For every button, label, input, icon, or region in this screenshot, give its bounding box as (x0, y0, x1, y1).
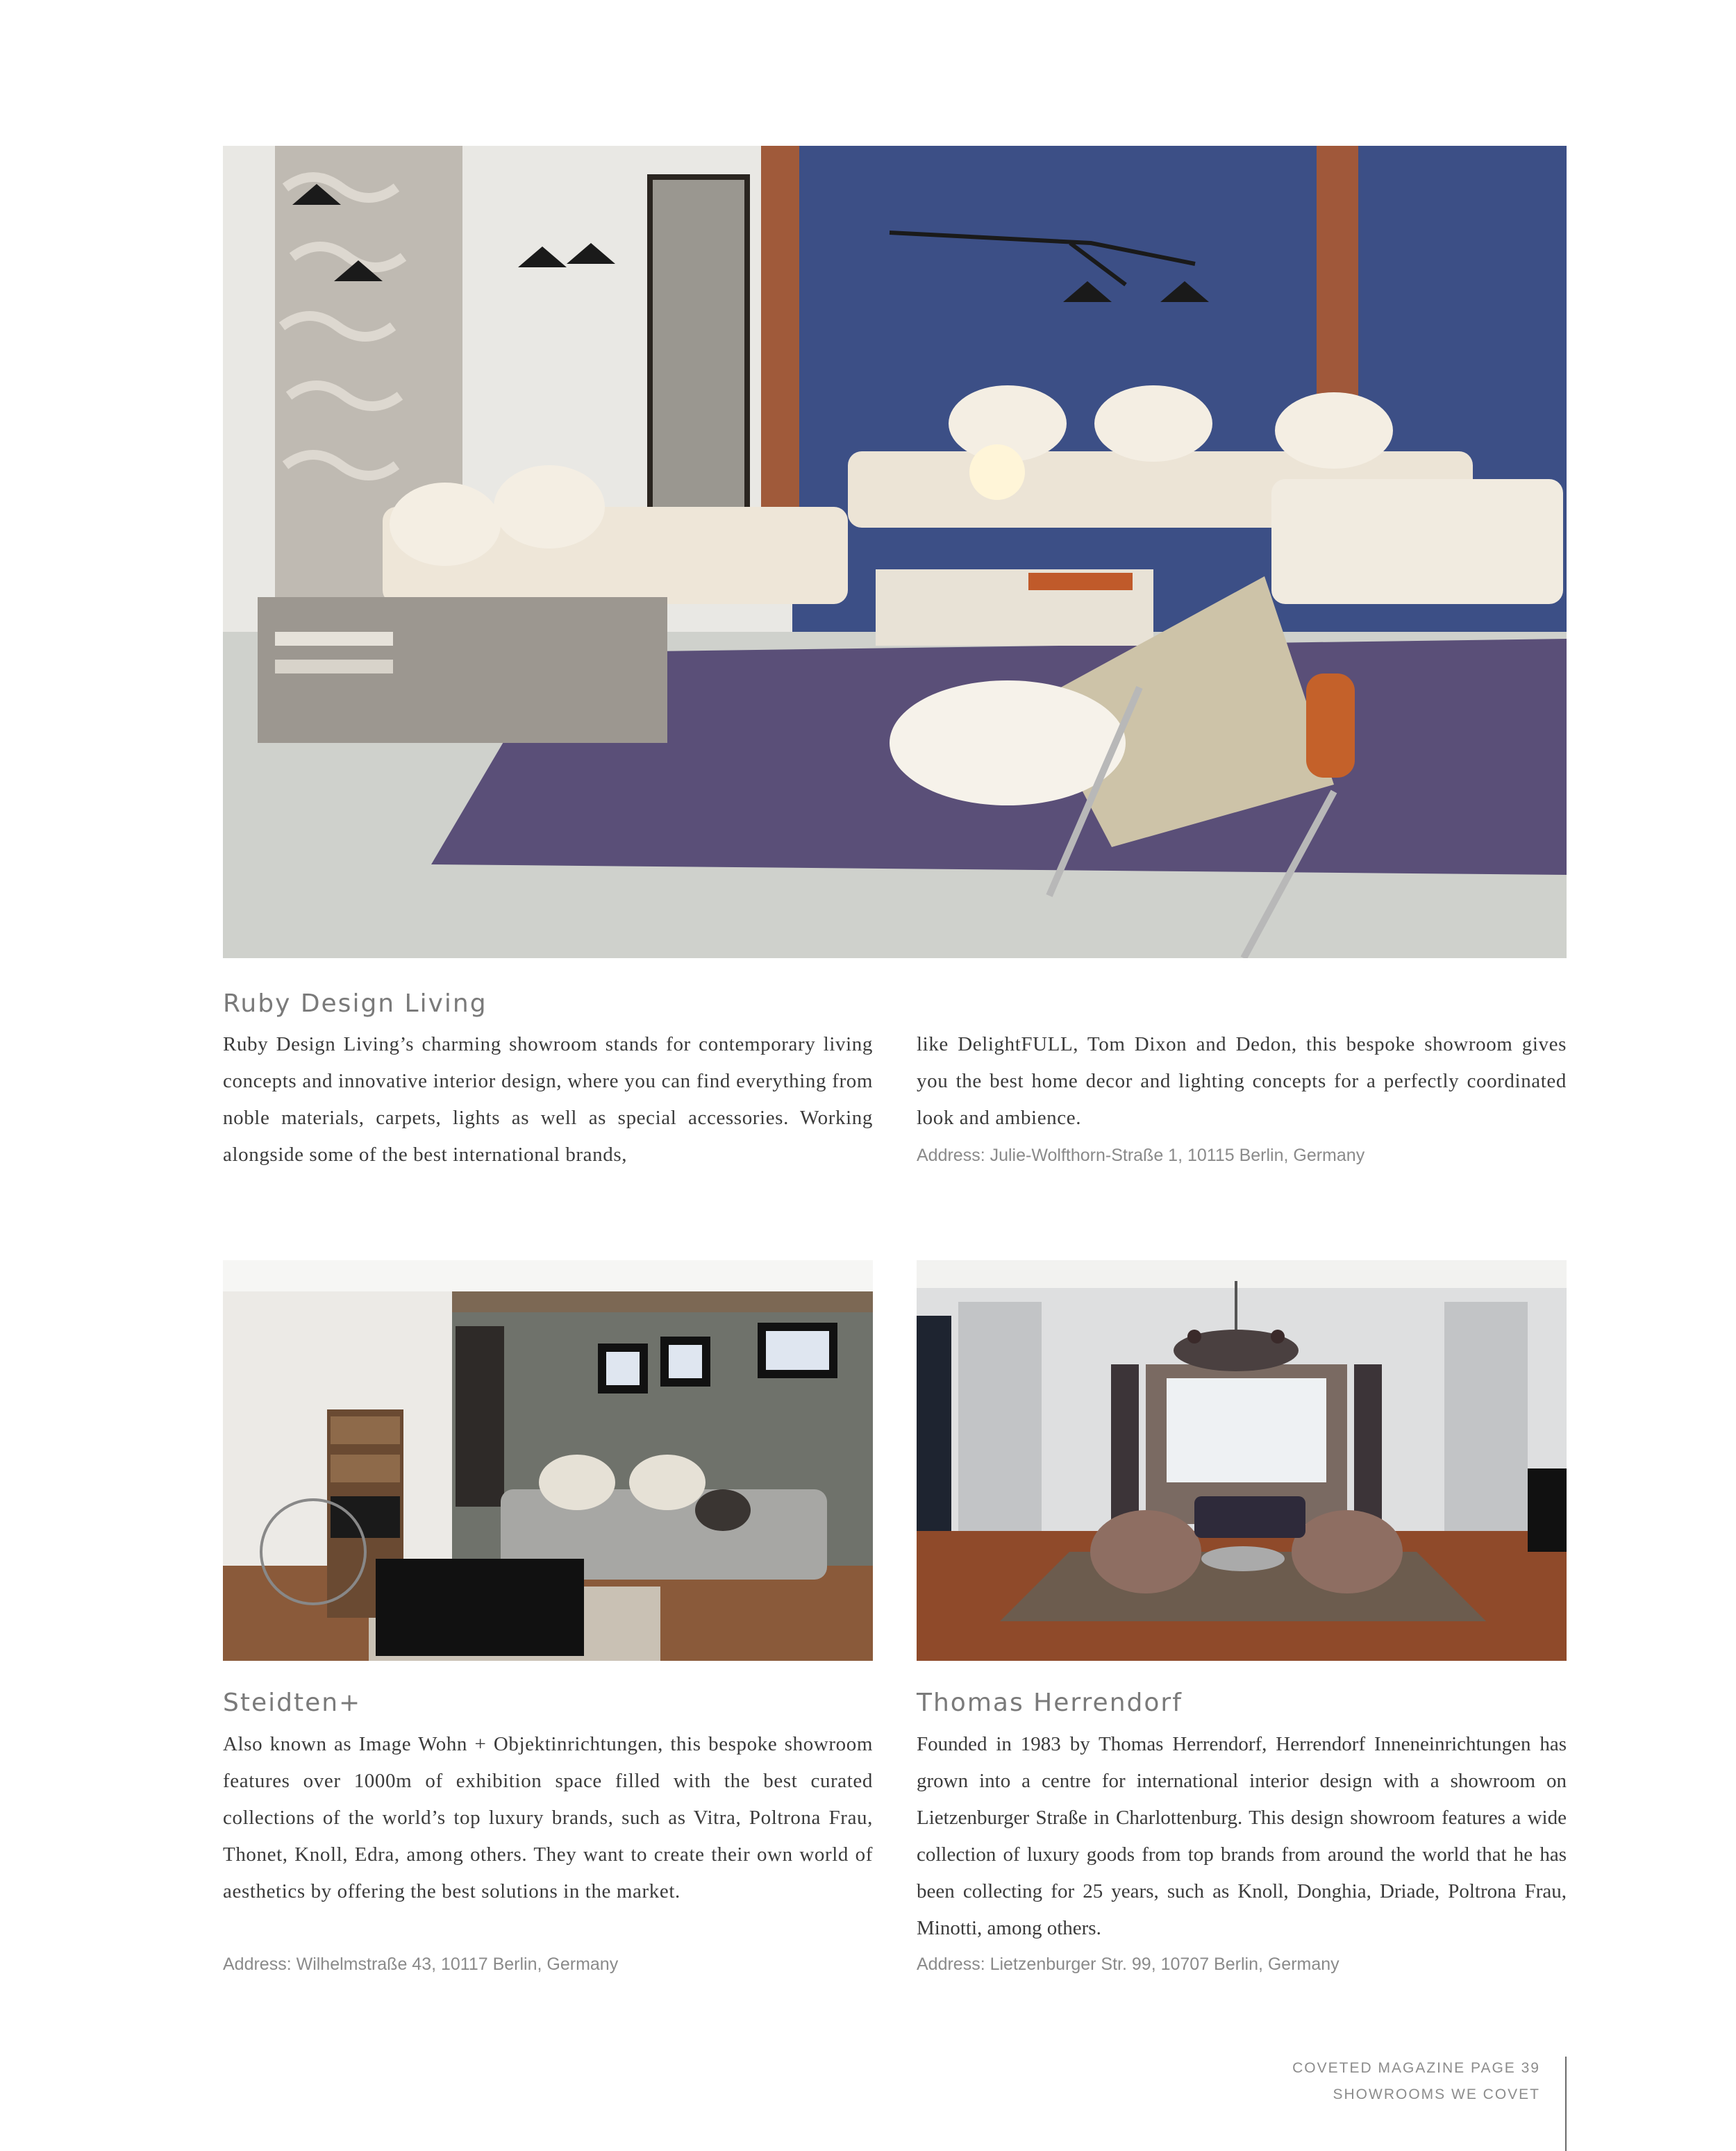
page-footer (1292, 2055, 1540, 2108)
ruby-showroom-photo (223, 146, 1567, 958)
footer-divider (1565, 2057, 1567, 2151)
steidten-heading: Steidten+ (223, 1689, 362, 1717)
thomas-herrendorf-description: Founded in 1983 by Thomas Herrendorf, Herrendorf Inneneinrichtungen has grown into a centre for international interior design with a showroom on Lietzenburger Straße in Charlottenburg. This design showroom features a wide collection of luxury goods from top brands from around the world that he has been collecting for 25 years, such as Knoll, Donghia, Driade, Poltrona Frau, Minotti, among others. (917, 1733, 1567, 1939)
footer-section-label: SHOWROOMS WE COVET (1333, 2086, 1540, 2102)
thomas-herrendorf-heading: Thomas Herrendorf (917, 1689, 1183, 1717)
thomas-herrendorf-showroom-photo (917, 1260, 1567, 1661)
ruby-description-col1: Ruby Design Living’s charming showroom stands for contemporary living concepts and innovative interior design, where you can find everything from noble materials, carpets, lights as well as special accessories. Working alongside some of the best international brands, (223, 1033, 873, 1166)
ruby-description-col2: like DelightFULL, Tom Dixon and Dedon, this bespoke showroom gives you the best home decor and lighting concepts for a perfectly coordinated look and ambience. (917, 1033, 1567, 1129)
steidten-address: Address: Wilhelmstraße 43, 10117 Berlin, Germany (223, 1955, 619, 1974)
footer-page-label: COVETED MAGAZINE PAGE 39 (1292, 2060, 1540, 2076)
ruby-address: Address: Julie-Wolfthorn-Straße 1, 10115 Berlin, Germany (917, 1146, 1365, 1165)
steidten-showroom-photo (223, 1260, 873, 1661)
steidten-description: Also known as Image Wohn + Objektinrichtungen, this bespoke showroom features over 1000m of exhibition space filled with the best curated collections of the world’s top luxury brands, such as Vitra, Poltrona Frau, Thonet, Knoll, Edra, among others. They want to create their own world of aesthetics by offering the best solutions in the market. (223, 1733, 873, 1902)
ruby-design-living-heading: Ruby Design Living (223, 989, 487, 1018)
thomas-herrendorf-address: Address: Lietzenburger Str. 99, 10707 Berlin, Germany (917, 1955, 1339, 1974)
